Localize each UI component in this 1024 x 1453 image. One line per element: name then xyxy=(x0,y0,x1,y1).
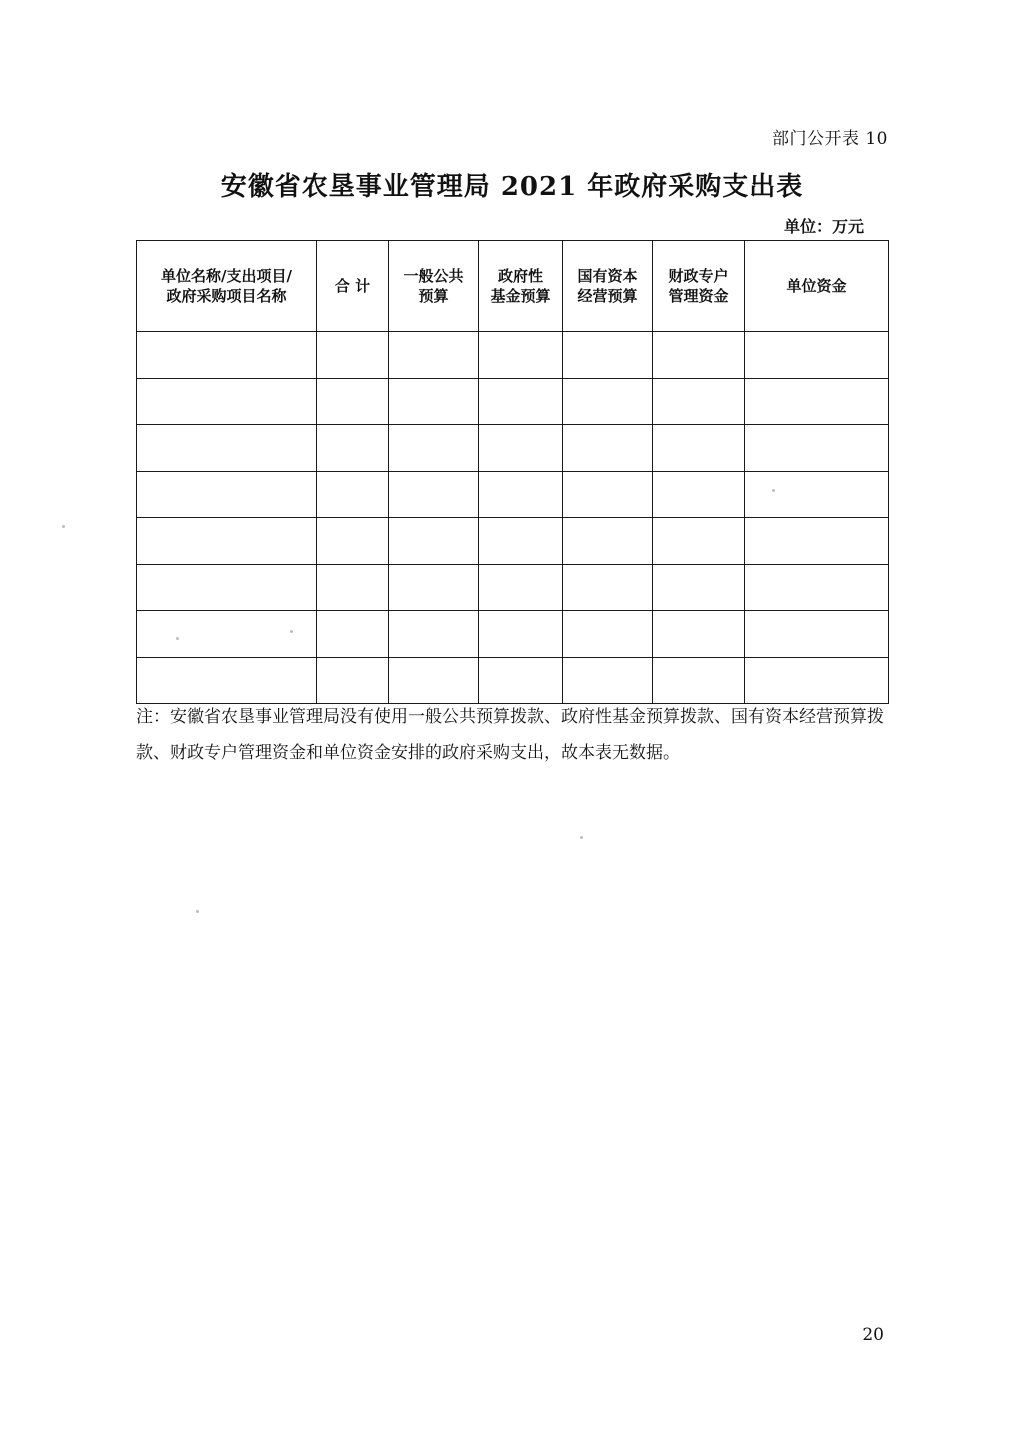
page-number: 20 xyxy=(862,1325,884,1345)
column-header-unit-funds: 单位资金 xyxy=(745,241,889,332)
form-number-label: 部门公开表 10 xyxy=(771,129,888,149)
table-cell xyxy=(653,611,745,658)
table-cell xyxy=(317,332,389,379)
table-cell xyxy=(745,657,889,704)
table-cell xyxy=(389,518,479,565)
table-cell xyxy=(389,564,479,611)
table-cell xyxy=(137,425,317,472)
table-row xyxy=(137,611,889,658)
table-cell xyxy=(653,518,745,565)
table-cell xyxy=(563,657,653,704)
table-cell xyxy=(317,657,389,704)
table-cell xyxy=(317,518,389,565)
table-cell xyxy=(317,611,389,658)
table-cell xyxy=(137,518,317,565)
table-cell xyxy=(389,332,479,379)
table-cell xyxy=(653,564,745,611)
column-header-total: 合 计 xyxy=(317,241,389,332)
column-header-general-public-budget: 一般公共 预算 xyxy=(389,241,479,332)
table-cell xyxy=(745,564,889,611)
table-cell xyxy=(745,518,889,565)
table-cell xyxy=(317,471,389,518)
table-cell xyxy=(317,425,389,472)
table-cell xyxy=(479,611,563,658)
table-cell xyxy=(389,471,479,518)
table-cell xyxy=(479,471,563,518)
table-cell xyxy=(137,611,317,658)
table-cell xyxy=(137,332,317,379)
table-cell xyxy=(745,611,889,658)
table-cell xyxy=(137,471,317,518)
table-cell xyxy=(745,332,889,379)
table-cell xyxy=(653,378,745,425)
table-row xyxy=(137,332,889,379)
table-cell xyxy=(653,657,745,704)
table-row xyxy=(137,425,889,472)
table-cell xyxy=(479,332,563,379)
table-cell xyxy=(317,378,389,425)
table-cell xyxy=(137,657,317,704)
table-cell xyxy=(479,657,563,704)
procurement-expenditure-table xyxy=(136,240,889,704)
table-cell xyxy=(563,378,653,425)
table-row xyxy=(137,378,889,425)
table-header-row xyxy=(137,241,889,332)
column-header-government-fund-budget: 政府性 基金预算 xyxy=(479,241,563,332)
table-cell xyxy=(479,425,563,472)
column-header-state-capital-operating-budget: 国有资本 经营预算 xyxy=(563,241,653,332)
table-cell xyxy=(563,518,653,565)
table-cell xyxy=(563,471,653,518)
table-cell xyxy=(563,332,653,379)
table-cell xyxy=(389,657,479,704)
table-cell xyxy=(563,611,653,658)
page-title: 安徽省农垦事业管理局 2021 年政府采购支出表 xyxy=(220,172,804,202)
table-cell xyxy=(389,611,479,658)
table-cell xyxy=(479,518,563,565)
table-cell xyxy=(563,425,653,472)
table-cell xyxy=(317,564,389,611)
table-cell xyxy=(653,471,745,518)
unit-of-measure-label: 单位：万元 xyxy=(783,217,864,236)
column-header-fiscal-special-account-funds: 财政专户 管理资金 xyxy=(653,241,745,332)
table-row xyxy=(137,657,889,704)
table-cell xyxy=(745,378,889,425)
table-row xyxy=(137,564,889,611)
table-row xyxy=(137,471,889,518)
table-cell xyxy=(653,425,745,472)
table-footnote: 注：安徽省农垦事业管理局没有使用一般公共预算拨款、政府性基金预算拨款、国有资本经营预算拨款、财政专户管理资金和单位资金安排的政府采购支出，故本表无数据。 xyxy=(136,707,884,763)
table-cell xyxy=(563,564,653,611)
table-cell xyxy=(389,378,479,425)
column-header-project-name: 单位名称/支出项目/ 政府采购项目名称 xyxy=(137,241,317,332)
table-cell xyxy=(389,425,479,472)
table-cell xyxy=(137,378,317,425)
table-cell xyxy=(745,471,889,518)
table-cell xyxy=(137,564,317,611)
table-cell xyxy=(479,564,563,611)
table-body xyxy=(137,332,889,704)
table-cell xyxy=(745,425,889,472)
table-cell xyxy=(479,378,563,425)
table-cell xyxy=(653,332,745,379)
table-row xyxy=(137,518,889,565)
